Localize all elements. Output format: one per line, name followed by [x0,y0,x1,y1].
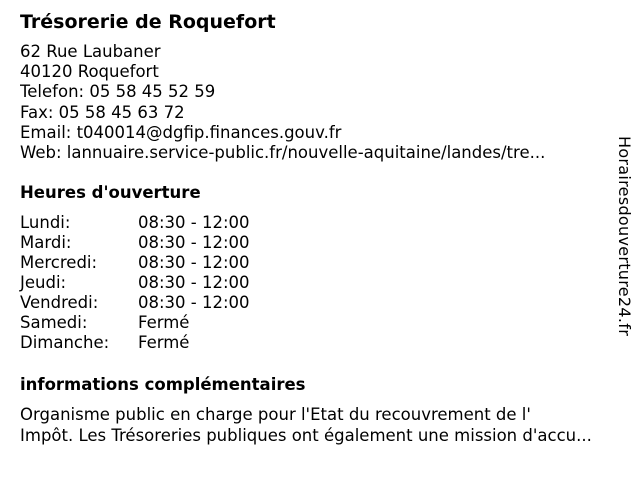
hours-row-friday [20,293,250,313]
page-title: Trésorerie de Roquefort [20,11,276,33]
address-block [20,42,620,163]
additional-info-section [20,375,630,446]
business-card [20,10,620,445]
hours-row-saturday [20,313,201,333]
info-description [20,405,630,446]
day-label: Lundi: [20,213,71,232]
phone-number: Telefon: 05 58 45 52 59 [20,82,216,102]
web-address: Web: lannuaire.service-public.fr/nouvelle-aquitaine/landes/tre... [20,143,546,163]
day-label: Mercredi: [20,253,98,272]
hours-heading: Heures d'ouverture [20,183,201,202]
time-value: 08:30 - 12:00 [138,233,250,252]
watermark-text: Horairesdouverture24.fr [615,136,634,337]
time-value: 08:30 - 12:00 [138,213,250,232]
day-label: Mardi: [20,233,72,252]
time-value: Fermé [138,333,190,352]
info-line: Impôt. Les Trésoreries publiques ont également une mission d'accu... [20,425,592,445]
hours-row-thursday [20,273,250,293]
info-line: Organisme public en charge pour l'Etat du recouvrement de l' [20,405,531,424]
day-label: Dimanche: [20,333,110,352]
fax-number: Fax: 05 58 45 63 72 [20,102,185,122]
street-address: 62 Rue Laubaner [20,42,161,61]
day-label: Samedi: [20,313,88,332]
day-label: Jeudi: [20,273,67,292]
time-value: Fermé [138,313,190,332]
time-value: 08:30 - 12:00 [138,293,250,312]
hours-row-wednesday [20,253,250,273]
hours-row-tuesday [20,233,250,253]
city-postal: 40120 Roquefort [20,62,159,82]
info-heading: informations complémentaires [20,375,306,394]
hours-list [20,213,250,353]
hours-row-monday [20,213,250,233]
day-label: Vendredi: [20,293,99,312]
email-address: Email: t040014@dgfip.finances.gouv.fr [20,122,342,142]
time-value: 08:30 - 12:00 [138,253,250,272]
time-value: 08:30 - 12:00 [138,273,250,292]
opening-hours-section [20,183,250,353]
site-watermark [612,136,636,372]
hours-row-sunday [20,333,201,353]
